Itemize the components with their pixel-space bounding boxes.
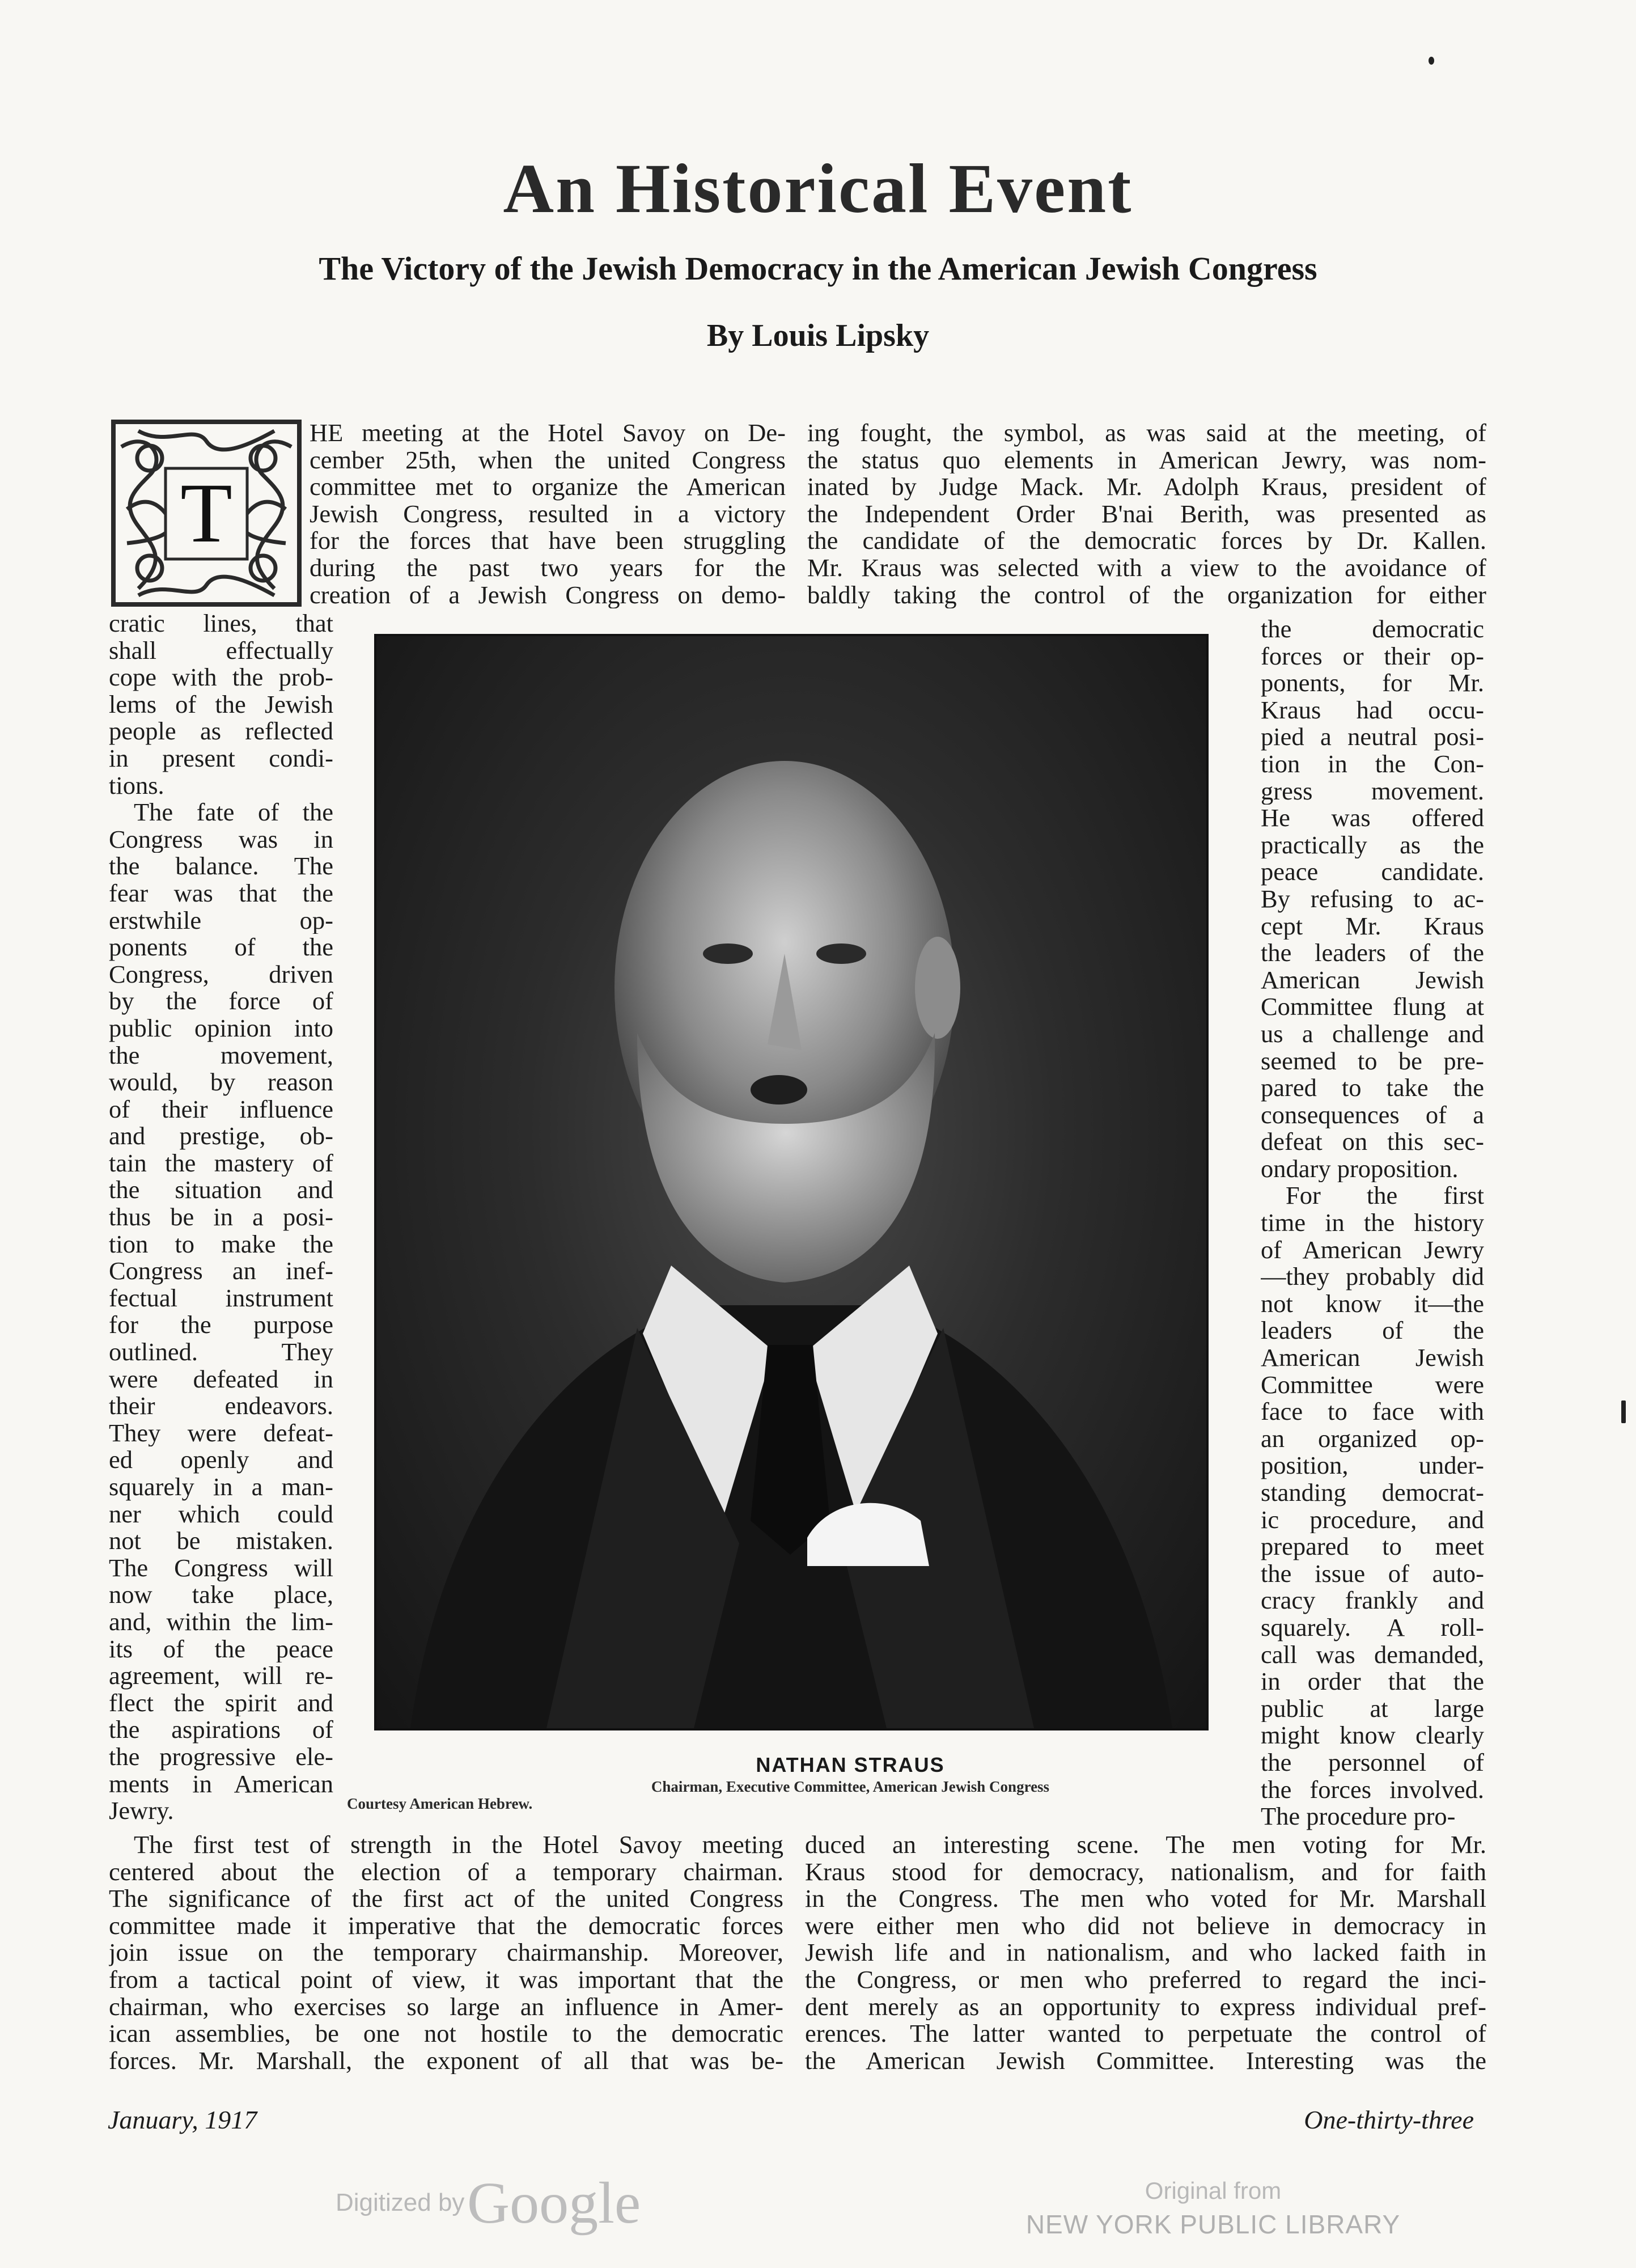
text-line: The Congress will: [109, 1554, 333, 1582]
text-line: the balance. The: [109, 853, 333, 880]
text-line: during the past two years for the: [310, 554, 786, 582]
text-line: and prestige, ob-: [109, 1123, 333, 1150]
article-subtitle: The Victory of the Jewish Democracy in the American Jewish Congress: [319, 250, 1317, 287]
text-line: seemed to be pre-: [1261, 1047, 1484, 1075]
footer-date: January, 1917: [108, 2105, 257, 2134]
text-line: position, under-: [1261, 1452, 1484, 1479]
text-line: erstwhile op-: [109, 907, 333, 934]
text-line: by the force of: [109, 988, 333, 1015]
text-line: cember 25th, when the united Congress: [310, 446, 786, 474]
text-line: He was offered: [1261, 805, 1484, 832]
text-line: tions.: [109, 772, 164, 799]
text-line: in order that the: [1261, 1668, 1484, 1695]
article-byline: By Louis Lipsky: [706, 318, 930, 353]
text-line: squarely in a man-: [109, 1474, 333, 1501]
text-line: creation of a Jewish Congress on demo-: [310, 581, 786, 609]
text-line: tain the mastery of: [109, 1149, 333, 1177]
text-line: the candidate of the democratic forces by Dr. Kallen.: [807, 527, 1486, 555]
text-line: inated by Judge Mack. Mr. Adolph Kraus, president of: [807, 473, 1486, 501]
text-line: fectual instrument: [109, 1284, 333, 1312]
text-line: its of the peace: [109, 1635, 333, 1663]
text-line: their endeavors.: [109, 1393, 333, 1420]
text-line: centered about the election of a temporary chairman.: [109, 1858, 783, 1886]
google-logo: Google: [467, 2170, 641, 2236]
text-line: the American Jewish Committee. Interesting was the: [805, 2047, 1486, 2075]
text-line: the aspirations of: [109, 1716, 333, 1744]
text-line: for the purpose: [109, 1311, 333, 1339]
digitized-by-label: Digitized by: [336, 2189, 465, 2216]
text-line: were defeated in: [109, 1365, 333, 1393]
text-line: By refusing to ac-: [1261, 885, 1484, 913]
scan-speck: [1621, 1400, 1626, 1423]
text-line: standing democrat-: [1261, 1479, 1484, 1507]
text-line: people as reflected: [109, 718, 333, 745]
text-line: The significance of the first act of the united Congress: [109, 1885, 783, 1912]
text-line: join issue on the temporary chairmanship. Moreover,: [109, 1939, 783, 1966]
text-line: the movement,: [109, 1042, 333, 1069]
text-line: Kraus stood for democracy, nationalism, and for faith: [805, 1858, 1486, 1886]
text-line: now take place,: [109, 1581, 333, 1609]
library-name: NEW YORK PUBLIC LIBRARY: [1025, 2210, 1401, 2239]
caption-role: Chairman, Executive Committee, American Jewish Congress: [651, 1778, 1050, 1795]
text-line: the Independent Order B'nai Berith, was presented as: [807, 500, 1486, 528]
text-line: peace candidate.: [1261, 858, 1484, 886]
text-line: shall effectually: [109, 637, 333, 665]
text-line: cracy frankly and: [1261, 1587, 1484, 1614]
text-line: and, within the lim-: [109, 1608, 333, 1636]
text-line: would, by reason: [109, 1069, 333, 1096]
text-line: American Jewish: [1261, 966, 1484, 994]
text-line: for the forces that have been struggling: [310, 527, 786, 555]
text-line: not know it—the: [1261, 1290, 1484, 1318]
intro-column: [310, 420, 786, 608]
text-line: The fate of the: [134, 799, 333, 826]
text-line: chairman, who exercises so large an influence in Amer-: [109, 1993, 783, 2021]
caption-courtesy: Courtesy American Hebrew.: [347, 1795, 533, 1812]
text-line: erences. The latter wanted to perpetuate the control of: [805, 2020, 1486, 2047]
text-line: HE meeting at the Hotel Savoy on De-: [310, 420, 786, 447]
text-line: in present condi-: [109, 744, 333, 772]
text-line: ing fought, the symbol, as was said at the meeting, of: [807, 420, 1486, 447]
text-line: agreement, will re-: [109, 1662, 333, 1690]
text-line: the personnel of: [1261, 1749, 1484, 1776]
bottom-left-column: [109, 1831, 783, 2074]
text-line: Congress, driven: [109, 960, 333, 988]
caption-name: NATHAN STRAUS: [756, 1753, 945, 1776]
drop-cap-letter: T: [180, 466, 232, 560]
text-line: Mr. Kraus was selected with a view to the avoidance of: [807, 554, 1486, 582]
text-line: dent merely as an opportunity to express individual pref-: [805, 1993, 1486, 2021]
text-line: the status quo elements in American Jewry, was nom-: [807, 446, 1486, 474]
text-line: ican assemblies, be one not hostile to the democratic: [109, 2020, 783, 2047]
text-line: They were defeat-: [109, 1419, 333, 1447]
text-line: the progressive ele-: [109, 1743, 333, 1771]
text-line: Jewish life and in nationalism, and who lacked faith in: [805, 1939, 1486, 1966]
text-line: might know clearly: [1261, 1722, 1484, 1749]
right-column: [1261, 616, 1484, 1830]
text-line: —they probably did: [1261, 1263, 1484, 1290]
text-line: fear was that the: [109, 879, 333, 907]
text-line: of American Jewry: [1261, 1236, 1484, 1264]
text-line: Jewish Congress, resulted in a victory: [310, 500, 786, 528]
text-line: American Jewish: [1261, 1344, 1484, 1372]
text-line: squarely. A roll-: [1261, 1614, 1484, 1641]
text-line: The first test of strength in the Hotel Savoy meeting: [134, 1831, 783, 1859]
text-line: cratic lines, that: [109, 610, 333, 637]
text-line: thus be in a posi-: [109, 1204, 333, 1231]
text-line: from a tactical point of view, it was important that the: [109, 1966, 783, 1994]
text-line: Kraus had occu-: [1261, 696, 1484, 724]
text-line: an organized op-: [1261, 1425, 1484, 1453]
text-line: committee made it imperative that the democratic forces: [109, 1912, 783, 1940]
text-line: the democratic: [1261, 616, 1484, 643]
text-line: face to face with: [1261, 1398, 1484, 1425]
text-line: ner which could: [109, 1500, 333, 1528]
text-line: For the first: [1286, 1182, 1484, 1210]
text-line: ments in American: [109, 1770, 333, 1798]
text-line: outlined. They: [109, 1339, 333, 1366]
text-line: committee met to organize the American: [310, 473, 786, 501]
text-line: public at large: [1261, 1695, 1484, 1723]
portrait-photo: [374, 634, 1209, 1730]
text-line: Congress an inef-: [109, 1258, 333, 1285]
text-line: in the Congress. The men who voted for Mr. Marshall: [805, 1885, 1486, 1912]
text-line: forces or their op-: [1261, 642, 1484, 670]
text-line: time in the history: [1261, 1209, 1484, 1237]
article-title: An Historical Event: [503, 150, 1133, 227]
text-line: tion to make the: [109, 1230, 333, 1258]
text-line: the situation and: [109, 1177, 333, 1204]
text-line: ed openly and: [109, 1446, 333, 1474]
text-line: baldly taking the control of the organization for either: [807, 581, 1486, 609]
text-line: us a challenge and: [1261, 1020, 1484, 1048]
scan-speck: [1429, 57, 1434, 65]
text-line: Congress was in: [109, 826, 333, 853]
text-line: defeat on this sec-: [1261, 1128, 1484, 1156]
text-line: call was demanded,: [1261, 1641, 1484, 1669]
footer-page-number: One-thirty-three: [1304, 2105, 1474, 2134]
text-line: the issue of auto-: [1261, 1560, 1484, 1588]
text-line: prepared to meet: [1261, 1533, 1484, 1560]
text-line: the Congress, or men who preferred to regard the inci-: [805, 1966, 1486, 1994]
top-right-column: [807, 420, 1486, 608]
text-line: flect the spirit and: [109, 1689, 333, 1717]
text-line: Committee flung at: [1261, 993, 1484, 1021]
text-line: the forces involved.: [1261, 1776, 1484, 1804]
drop-cap-ornament: [111, 420, 302, 607]
text-line: public opinion into: [109, 1014, 333, 1042]
text-line: ondary proposition.: [1261, 1155, 1459, 1183]
text-line: pared to take the: [1261, 1074, 1484, 1102]
text-line: were either men who did not believe in democracy in: [805, 1912, 1486, 1940]
text-line: cept Mr. Kraus: [1261, 912, 1484, 940]
text-line: forces. Mr. Marshall, the exponent of all that was be-: [109, 2047, 783, 2075]
text-line: ic procedure, and: [1261, 1506, 1484, 1534]
text-line: pied a neutral posi-: [1261, 723, 1484, 751]
left-column: [109, 610, 333, 1825]
text-line: gress movement.: [1261, 777, 1484, 805]
text-line: consequences of a: [1261, 1101, 1484, 1129]
text-line: ponents, for Mr.: [1261, 670, 1484, 697]
text-line: practically as the: [1261, 831, 1484, 859]
original-from-label: Original from: [1145, 2177, 1282, 2204]
text-line: The procedure pro-: [1261, 1803, 1456, 1830]
text-line: Jewry.: [109, 1797, 174, 1825]
text-line: ponents of the: [109, 934, 333, 961]
text-line: of their influence: [109, 1095, 333, 1123]
text-line: the leaders of the: [1261, 940, 1484, 967]
text-line: lems of the Jewish: [109, 691, 333, 718]
text-line: not be mistaken.: [109, 1527, 333, 1555]
bottom-right-column: [805, 1831, 1486, 2074]
text-line: Committee were: [1261, 1371, 1484, 1399]
text-line: duced an interesting scene. The men voting for Mr.: [805, 1831, 1486, 1859]
text-line: tion in the Con-: [1261, 750, 1484, 778]
text-line: cope with the prob-: [109, 664, 333, 691]
text-line: leaders of the: [1261, 1317, 1484, 1345]
